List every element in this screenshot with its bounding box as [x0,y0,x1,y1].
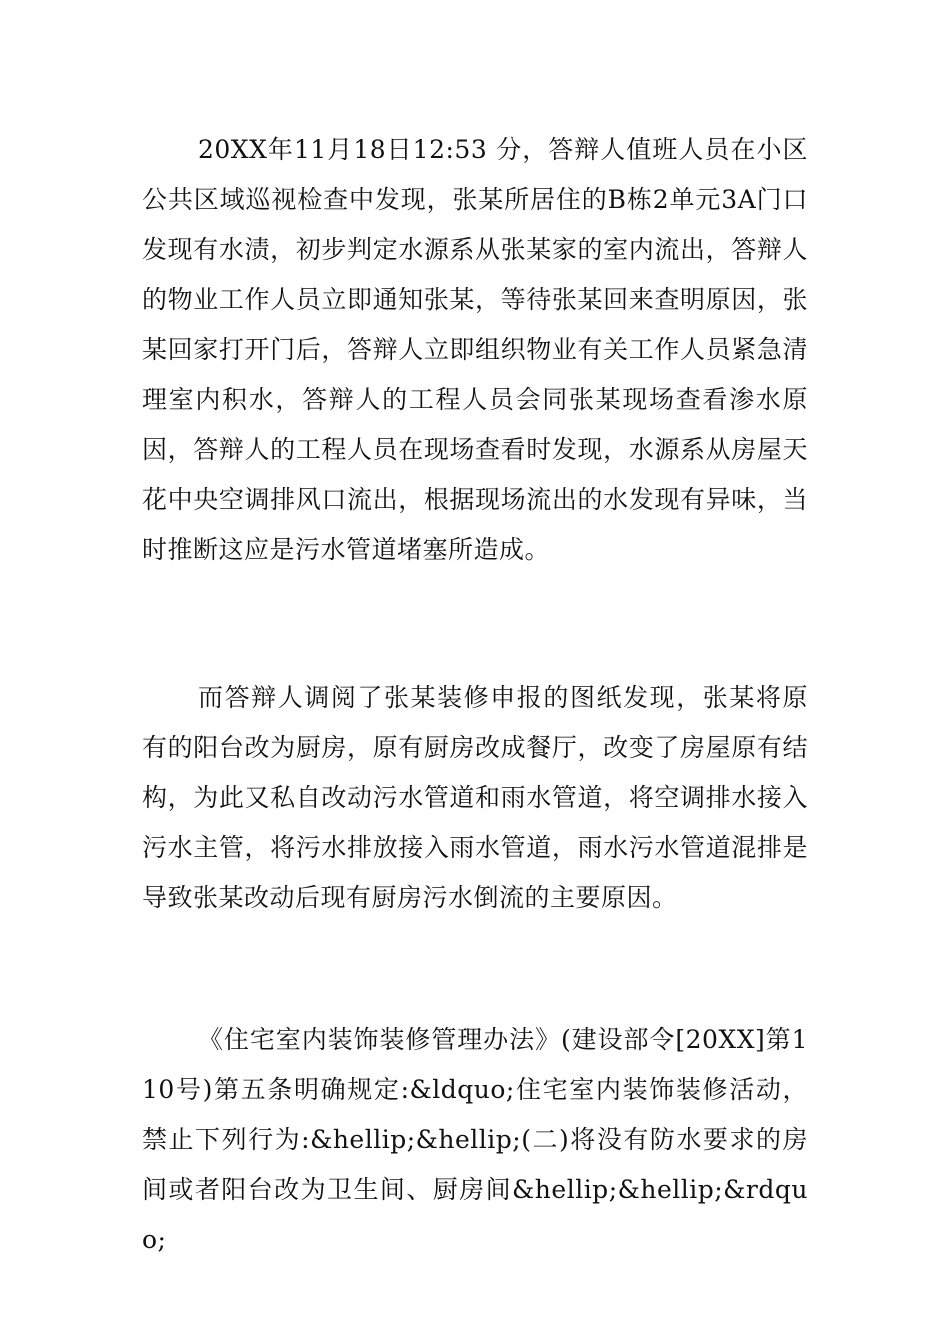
paragraph-drawing-review: 而答辩人调阅了张某装修申报的图纸发现，张某将原有的阳台改为厨房，原有厨房改成餐厅，改变了房屋原有结构，为此又私自改动污水管道和雨水管道，将空调排水接入污水主管，将污水排放接入雨水管道，雨水污水管道混排是导致张某改动后现有厨房污水倒流的主要原因。 [142,683,808,912]
paragraph-incident-report: 20XX年11月18日12:53 分，答辩人值班人员在小区公共区域巡视检查中发现，张某所居住的B栋2单元3A门口发现有水渍，初步判定水源系从张某家的室内流出，答辩人的物业工作人员立即通知张某，等待张某回来查明原因，张某回家打开门后，答辩人立即组织物业有关工作人员紧急清理室内积水，答辩人的工程人员会同张某现场查看渗水原因，答辩人的工程人员在现场查看时发现，水源系从房屋天花中央空调排风口流出，根据现场流出的水发现有异味，当时推断这应是污水管道堵塞所造成。 [142,135,808,564]
paragraph-regulation-citation: 《住宅室内装饰装修管理办法》(建设部令[20XX]第110号)第五条明确规定:&ldquo;住宅室内装饰装修活动，禁止下列行为:&hellip;&hellip;(二)将没有防水要求的房间或者阳台改为卫生间、厨房间&hellip;&hellip;&rdquo; [142,1025,808,1254]
